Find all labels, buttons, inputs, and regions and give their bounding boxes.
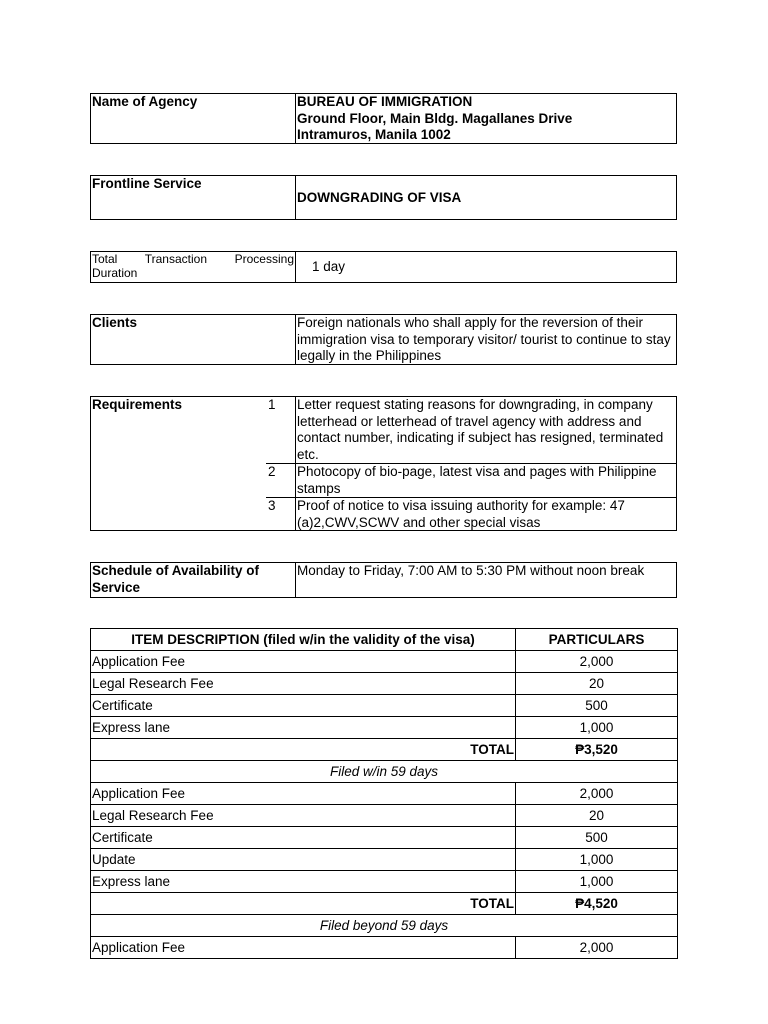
requirement-number: 1 xyxy=(266,397,296,463)
requirements-label: Requirements xyxy=(92,397,183,412)
table-row xyxy=(91,695,678,717)
agency-value xyxy=(296,94,676,143)
agency-table xyxy=(90,93,677,144)
fee-item: Application Fee xyxy=(91,651,516,673)
total-label: TOTAL xyxy=(91,893,516,915)
fee-amount: 2,000 xyxy=(516,783,678,805)
clients-value: Foreign nationals who shall apply for the reversion of their immigration visa to temporary visitor/ tourist to continue to stay legally in the Philippines xyxy=(297,315,671,363)
schedule-label: Schedule of Availability of Service xyxy=(91,563,296,597)
fee-amount: 20 xyxy=(516,673,678,695)
fee-amount: 2,000 xyxy=(516,937,678,959)
service-table xyxy=(90,175,677,220)
table-row xyxy=(91,937,678,959)
table-row xyxy=(91,849,678,871)
requirement-item xyxy=(266,498,676,531)
fee-item: Application Fee xyxy=(91,937,516,959)
fee-item: Express lane xyxy=(91,717,516,739)
schedule-value: Monday to Friday, 7:00 AM to 5:30 PM without noon break xyxy=(297,563,645,578)
total-row xyxy=(91,893,678,915)
fee-item: Update xyxy=(91,849,516,871)
table-row xyxy=(91,805,678,827)
service-value: DOWNGRADING OF VISA xyxy=(297,190,462,205)
agency-name: BUREAU OF IMMIGRATION xyxy=(297,94,473,109)
section-heading: Filed beyond 59 days xyxy=(91,915,678,937)
requirement-item xyxy=(266,397,676,464)
requirement-text: Photocopy of bio-page, latest visa and pages with Philippine stamps xyxy=(297,464,657,496)
fee-amount: 1,000 xyxy=(516,871,678,893)
fee-amount: 2,000 xyxy=(516,651,678,673)
clients-label: Clients xyxy=(91,315,296,364)
total-label: TOTAL xyxy=(91,739,516,761)
total-value: ₱3,520 xyxy=(516,739,678,761)
fee-item: Legal Research Fee xyxy=(91,805,516,827)
fees-table xyxy=(90,628,678,959)
fee-amount: 20 xyxy=(516,805,678,827)
clients-table xyxy=(90,314,677,365)
requirement-number: 2 xyxy=(266,464,296,497)
total-value: ₱4,520 xyxy=(516,893,678,915)
table-row xyxy=(91,651,678,673)
particulars-header: PARTICULARS xyxy=(516,629,678,651)
section-row xyxy=(91,761,678,783)
fee-item: Certificate xyxy=(91,827,516,849)
total-row xyxy=(91,739,678,761)
table-row xyxy=(91,827,678,849)
section-row xyxy=(91,915,678,937)
requirement-number: 3 xyxy=(266,498,296,531)
duration-label: Total Transaction Processing Duration xyxy=(92,252,294,280)
table-row xyxy=(91,673,678,695)
table-row xyxy=(91,783,678,805)
requirements-list xyxy=(266,397,676,530)
fee-amount: 500 xyxy=(516,695,678,717)
fee-amount: 1,000 xyxy=(516,849,678,871)
table-row xyxy=(91,871,678,893)
requirement-item xyxy=(266,464,676,498)
requirement-text: Letter request stating reasons for downgrading, in company letterhead or letterhead of travel agency with address and contact number, indicating if subject has resigned, terminated etc. xyxy=(297,397,664,462)
requirement-text: Proof of notice to visa issuing authority for example: 47 (a)2,CWV,SCWV and other special visas xyxy=(297,498,625,530)
fee-item: Legal Research Fee xyxy=(91,673,516,695)
agency-address-line1: Ground Floor, Main Bldg. Magallanes Drive xyxy=(297,110,573,126)
fees-header-row xyxy=(91,629,678,651)
fee-amount: 500 xyxy=(516,827,678,849)
fee-item: Certificate xyxy=(91,695,516,717)
duration-value: 1 day xyxy=(312,259,346,274)
agency-address-line2: Intramuros, Manila 1002 xyxy=(297,127,451,142)
duration-table xyxy=(90,251,677,283)
fee-amount: 1,000 xyxy=(516,717,678,739)
fee-item: Express lane xyxy=(91,871,516,893)
agency-label: Name of Agency xyxy=(91,94,296,143)
service-label: Frontline Service xyxy=(91,176,296,219)
requirements-table xyxy=(90,396,677,531)
section-heading: Filed w/in 59 days xyxy=(91,761,678,783)
fee-item: Application Fee xyxy=(91,783,516,805)
item-description-header: ITEM DESCRIPTION (filed w/in the validity of the visa) xyxy=(91,629,516,651)
schedule-table xyxy=(90,562,677,598)
table-row xyxy=(91,717,678,739)
